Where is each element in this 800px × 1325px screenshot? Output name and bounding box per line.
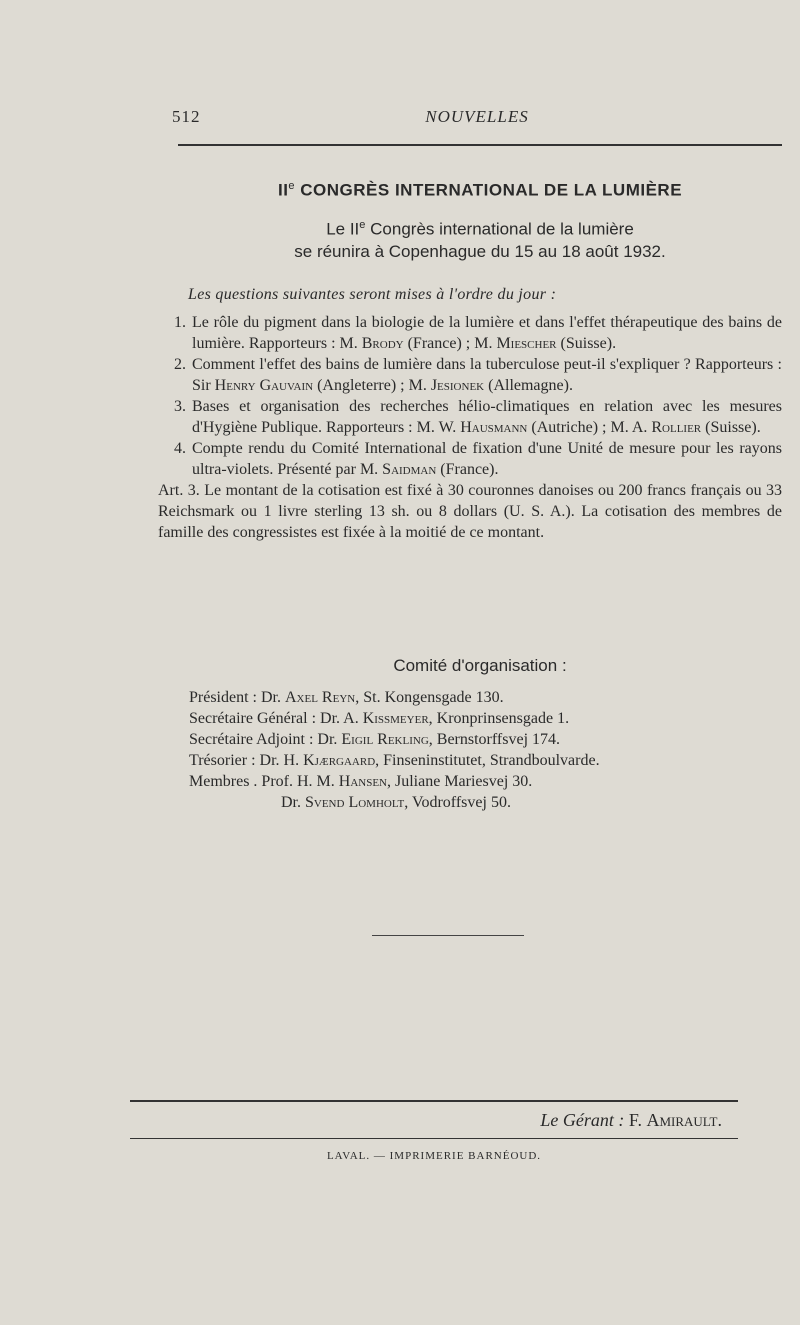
committee-role: Secrétaire Adjoint : Dr.	[189, 731, 342, 748]
announcement-line-1-sup: e	[359, 219, 366, 231]
agenda-item-text: (Angleterre) ; M.	[313, 377, 431, 394]
agenda-item-text: (Suisse).	[701, 419, 761, 436]
agenda-item	[158, 438, 782, 480]
footer-rule-top	[130, 1100, 738, 1102]
rapporteur-name: Hausmann	[460, 419, 528, 436]
gerant-name: Amirault	[646, 1110, 718, 1130]
committee-row	[189, 750, 779, 771]
agenda-item-text: (France) ; M.	[403, 335, 497, 352]
committee-name: Kjærgaard	[303, 752, 376, 769]
agenda-item-text: (Allemagne).	[484, 377, 573, 394]
rapporteur-name: Rollier	[651, 419, 702, 436]
committee-name: Axel Reyn	[285, 689, 356, 706]
committee-role: Secrétaire Général : Dr. A.	[189, 710, 363, 727]
heading-ordinal: II	[277, 180, 289, 200]
agenda-item	[158, 312, 782, 354]
rapporteur-name: Jesionek	[430, 377, 485, 394]
committee-address: , St. Kongensgade 130.	[355, 689, 504, 706]
announcement-line-2: se réunira à Copenhague du 15 au 18 août 1932.	[294, 241, 666, 261]
agenda-item-text: Le rôle du pigment dans la biologie de la lumière et dans l'effet thérapeutique des bains de lumière. Rapporteurs : M.	[192, 314, 782, 352]
agenda-item-number: 1.	[174, 314, 186, 331]
committee-role: Dr.	[281, 794, 305, 811]
committee-name: Kissmeyer	[362, 710, 429, 727]
section-title: NOUVELLES	[425, 107, 529, 126]
announcement-line-1	[180, 214, 780, 241]
announcement-line-1-pre: Le II	[326, 219, 360, 239]
committee-address: , Vodroffsvej 50.	[404, 794, 511, 811]
agenda-item-text: (Suisse).	[556, 335, 617, 352]
committee-row	[189, 792, 779, 813]
committee-name: Eigil Rekling	[341, 731, 429, 748]
committee-address: , Kronprinsensgade 1.	[428, 710, 570, 727]
gerant-label: Le Gérant :	[540, 1110, 625, 1130]
committee-name: Hansen	[338, 773, 387, 790]
footer-rule-bottom	[130, 1138, 738, 1139]
agenda-item-text: Bases et organisation des recherches hélio-climatiques en relation avec les mesures d'Hygiène Publique. Rapporteurs : M. W.	[192, 398, 782, 436]
committee-address: , Finseninstitutet, Strandboulvarde.	[375, 752, 600, 769]
rapporteur-name: Brody	[361, 335, 404, 352]
page-number: 512	[172, 107, 201, 126]
gerant-line	[130, 1110, 722, 1131]
committee-row	[189, 687, 779, 708]
agenda-item-text: (France).	[436, 461, 499, 478]
committee-role: Président : Dr.	[189, 689, 285, 706]
header-rule	[178, 144, 782, 146]
article-text: Le montant de la cotisation est fixé à 30 couronnes danoises ou 200 francs français ou 33 Reichsmark ou 1 livre sterling 13 sh. ou 8 dollars (U. S. A.). La cotisation des membres de famille des congressistes est fixée à la moitié de ce montant.	[158, 482, 783, 541]
committee-list	[189, 687, 779, 813]
heading-title: CONGRÈS INTERNATIONAL DE LA LUMIÈRE	[300, 180, 683, 200]
congress-heading	[180, 180, 780, 201]
agenda-item	[158, 396, 782, 438]
heading-ordinal-sup: e	[288, 180, 296, 192]
agenda-item	[158, 354, 782, 396]
committee-address: , Juliane Mariesvej 30.	[387, 773, 533, 790]
committee-role: Membres . Prof. H. M.	[189, 773, 339, 790]
agenda-item-number: 3.	[174, 398, 186, 415]
gerant-initial: F.	[628, 1110, 647, 1130]
committee-address: , Bernstorffsvej 174.	[428, 731, 561, 748]
article-label: Art. 3.	[158, 482, 200, 499]
agenda-item-number: 2.	[174, 356, 186, 373]
article-paragraph	[158, 480, 782, 543]
committee-role: Trésorier : Dr. H.	[189, 752, 304, 769]
rapporteur-name: Saidman	[382, 461, 437, 478]
section-divider	[372, 935, 524, 936]
committee-title: Comité d'organisation :	[393, 656, 567, 675]
rapporteur-name: Miescher	[496, 335, 557, 352]
agenda-item-text: Compte rendu du Comité International de fixation d'une Unité de mesure pour les rayons ultra-violets. Présenté par M.	[192, 440, 782, 478]
agenda-list	[158, 312, 782, 543]
committee-name: Svend Lomholt	[305, 794, 405, 811]
agenda-item-text: (Autriche) ; M. A.	[527, 419, 652, 436]
committee-row	[189, 729, 779, 750]
rapporteur-name: Henry Gauvain	[214, 377, 314, 394]
announcement-line-1-post: Congrès international de la lumière	[365, 219, 634, 239]
gerant-end: .	[717, 1110, 722, 1130]
agenda-intro: Les questions suivantes seront mises à l'ordre du jour :	[188, 286, 557, 303]
printer-imprint: LAVAL. — IMPRIMERIE BARNÉOUD.	[326, 1150, 542, 1162]
announcement	[180, 214, 780, 263]
agenda-item-text: Comment l'effet des bains de lumière dans la tuberculose peut-il s'expliquer ? Rapporteurs : Sir	[192, 356, 782, 394]
running-head	[172, 107, 782, 131]
committee-row	[189, 708, 779, 729]
committee-row	[189, 771, 779, 792]
agenda-item-number: 4.	[174, 440, 186, 457]
